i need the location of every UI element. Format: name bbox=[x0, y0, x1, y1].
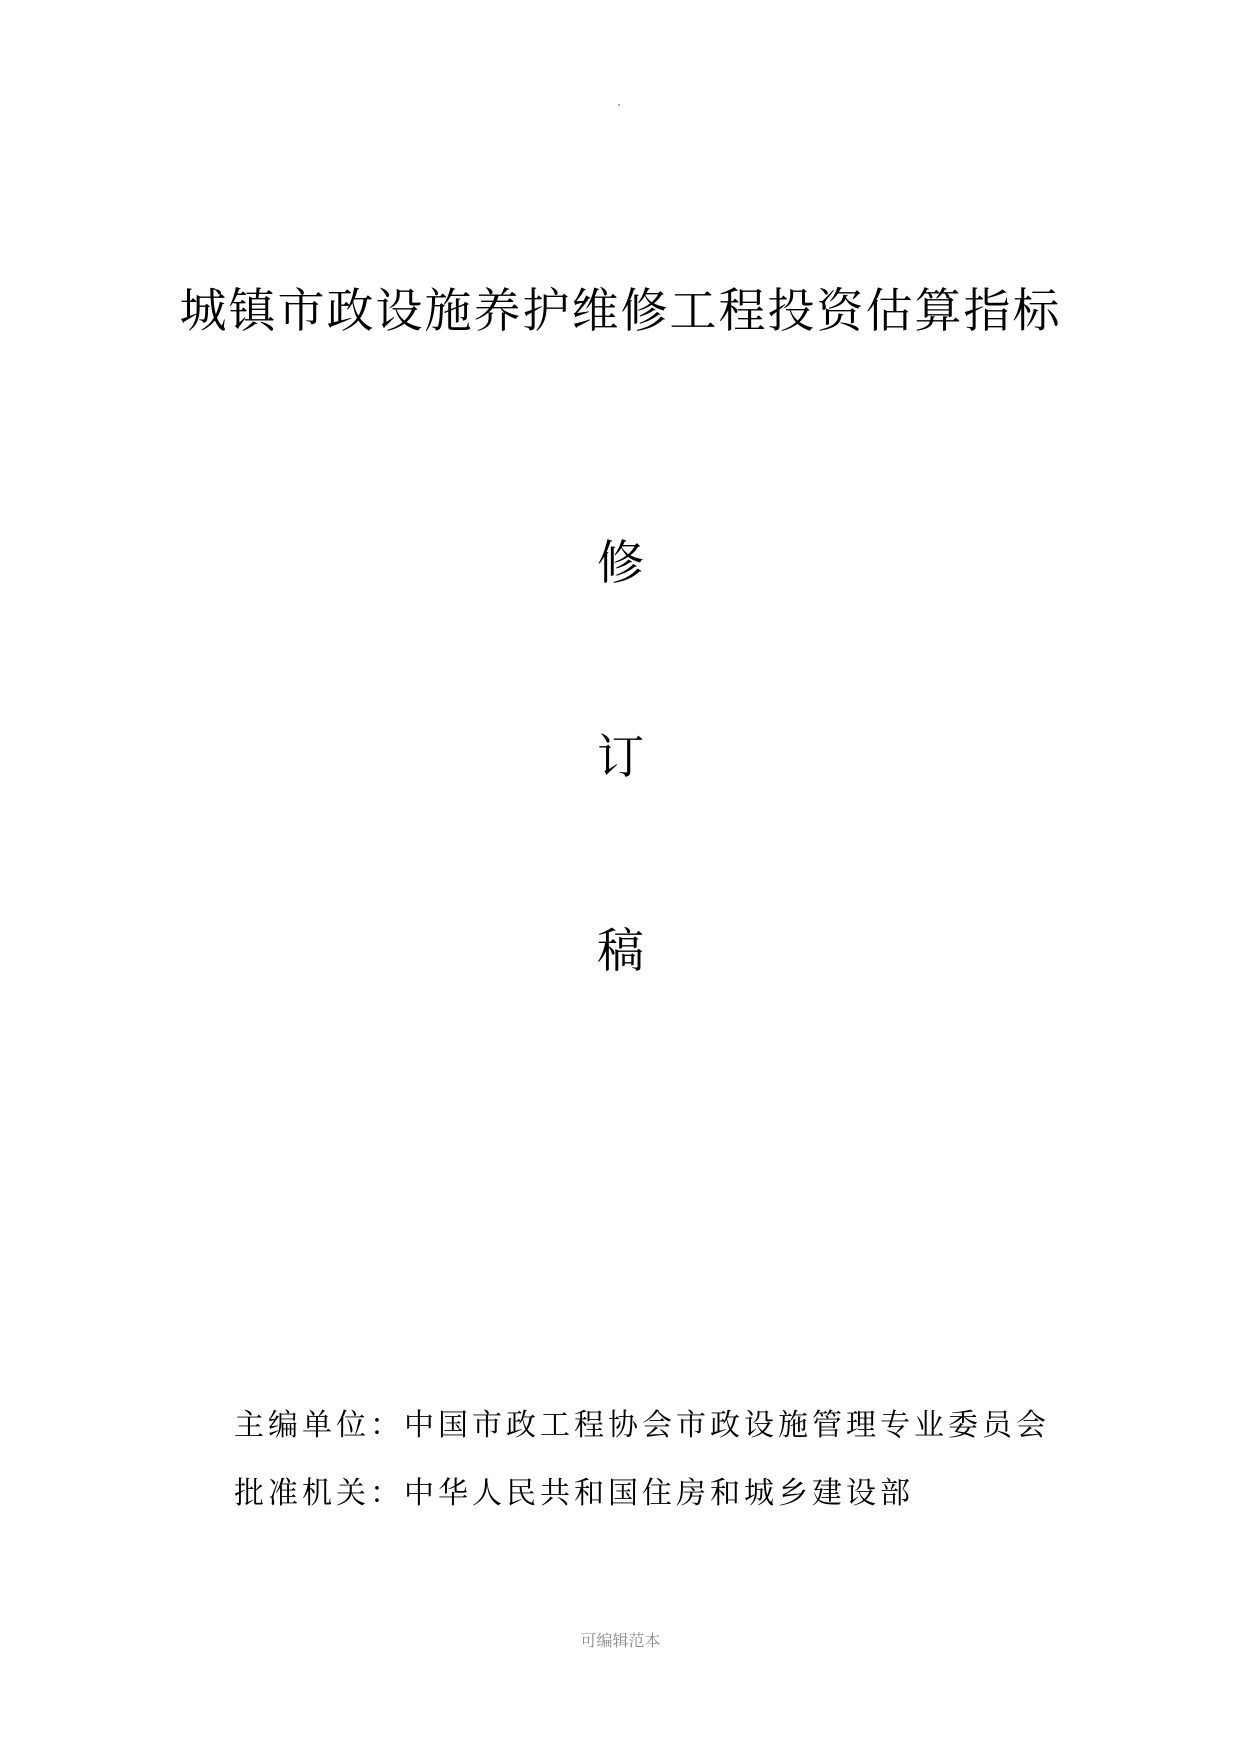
editor-unit-line: 主编单位：中国市政工程协会市政设施管理专业委员会 bbox=[234, 1408, 1050, 1443]
approving-authority-line: 批准机关：中华人民共和国住房和城乡建设部 bbox=[234, 1476, 914, 1511]
document-title: 城镇市政设施养护维修工程投资估算指标 bbox=[179, 284, 1062, 339]
footer-note: 可编辑范本 bbox=[580, 1631, 661, 1650]
draft-label-char-3: 稿 bbox=[597, 924, 644, 979]
draft-label-char-1: 修 bbox=[597, 536, 644, 591]
draft-label-char-2: 订 bbox=[597, 730, 644, 785]
decorative-dot bbox=[618, 104, 620, 106]
